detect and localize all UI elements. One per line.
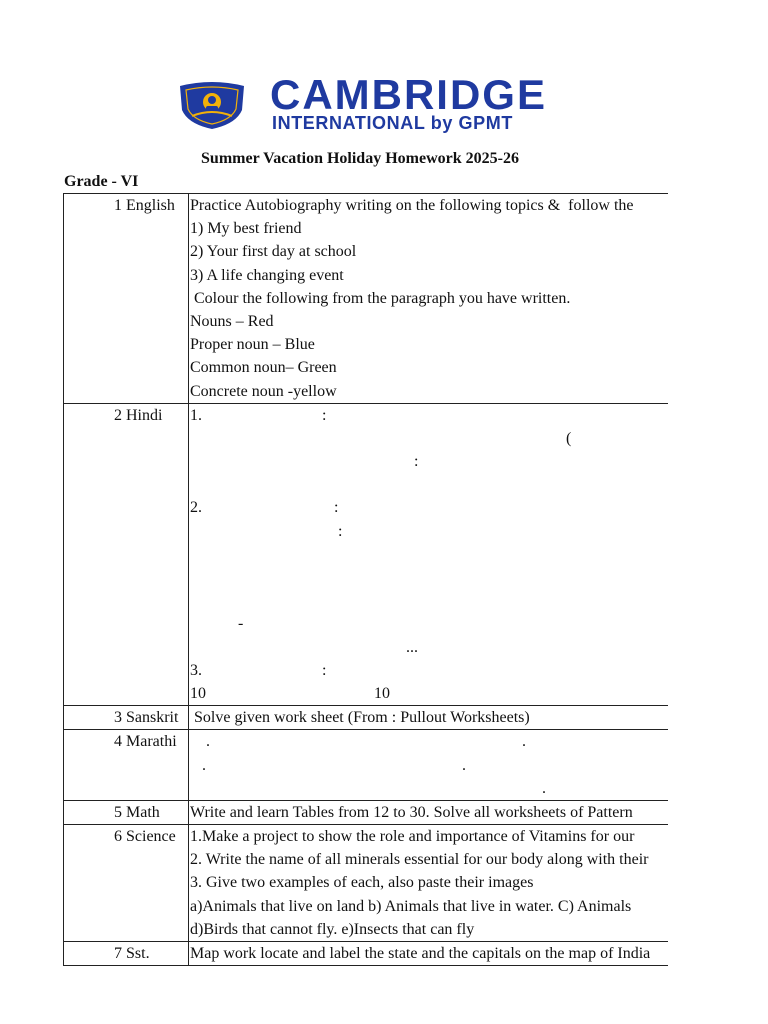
description-line: Practice Autobiography writing on the following topics & follow the	[190, 197, 634, 214]
homework-description	[189, 730, 669, 801]
subject-cell: Hindi	[124, 403, 189, 705]
homework-description	[189, 800, 669, 824]
subject-cell: English	[124, 194, 189, 404]
crest-icon	[176, 80, 248, 130]
homework-description	[189, 825, 669, 942]
homework-description	[189, 706, 669, 730]
table-row	[64, 730, 669, 801]
description-line: Colour the following from the paragraph you have written.	[190, 289, 571, 307]
table-row	[64, 825, 669, 942]
description-line: -	[190, 615, 244, 633]
row-number: 6	[64, 825, 125, 942]
description-line: ...	[190, 638, 418, 656]
row-number: 3	[64, 706, 125, 730]
description-line: 3. Give two examples of each, also paste their images	[190, 874, 534, 892]
homework-description	[189, 403, 669, 705]
row-number: 4	[64, 730, 125, 801]
description-line: 2. Write the name of all minerals essential for our body along with their	[190, 851, 649, 869]
logo-subtitle: INTERNATIONAL by GPMT	[272, 113, 513, 133]
description-line: 2) Your first day at school	[190, 243, 357, 261]
description-line: Write and learn Tables from 12 to 30. Solve all worksheets of Pattern	[190, 803, 633, 821]
description-line: Map work locate and label the state and the capitals on the map of India	[190, 945, 651, 963]
subject-cell: Science	[124, 825, 189, 942]
table-row	[64, 403, 669, 705]
description-line: a)Animals that live on land b) Animals that live in water. C) Animals	[190, 897, 632, 915]
row-number: 5	[64, 800, 125, 824]
description-line	[190, 589, 668, 612]
description-line: (	[190, 429, 572, 447]
grade-label: Grade - VI	[64, 173, 139, 190]
description-line: .	[190, 779, 546, 797]
table-row	[64, 942, 669, 966]
row-number: 2	[64, 403, 125, 705]
description-line: 1) My best friend	[190, 220, 302, 238]
description-line: d)Birds that cannot fly. e)Insects that can fly	[190, 920, 475, 938]
row-number: 1	[64, 194, 125, 404]
description-line	[190, 543, 668, 566]
description-line	[190, 473, 668, 496]
page-title: Summer Vacation Holiday Homework 2025-26	[201, 150, 519, 167]
description-line: Solve given work sheet (From : Pullout Worksheets)	[190, 709, 530, 727]
description-line: 3) A life changing event	[190, 266, 344, 284]
description-line: 10 10	[190, 684, 390, 702]
subject-cell: Sanskrit	[124, 706, 189, 730]
description-line: 3. :	[190, 661, 327, 679]
description-line: Common noun– Green	[190, 359, 337, 377]
homework-description	[189, 942, 669, 966]
subject-cell: Marathi	[124, 730, 189, 801]
description-line	[190, 566, 668, 589]
description-line: . .	[190, 733, 526, 751]
description-line: Nouns – Red	[190, 312, 274, 330]
school-logo	[176, 71, 666, 138]
description-line: Concrete noun -yellow	[190, 382, 337, 400]
homework-table	[63, 193, 668, 966]
logo-wordmark: CAMBRIDGE	[270, 71, 547, 118]
description-line: :	[190, 522, 343, 540]
table-row	[64, 706, 669, 730]
description-line: 2. :	[190, 499, 339, 517]
description-line: Proper noun – Blue	[190, 336, 315, 354]
homework-description	[189, 194, 669, 404]
table-row	[64, 800, 669, 824]
row-number: 7	[64, 942, 125, 966]
table-row	[64, 194, 669, 404]
homework-table-container	[63, 193, 668, 963]
description-line: . .	[190, 756, 466, 774]
subject-cell: Sst.	[124, 942, 189, 966]
description-line: 1.Make a project to show the role and importance of Vitamins for our	[190, 828, 635, 846]
subject-cell: Math	[124, 800, 189, 824]
description-line: 1. :	[190, 406, 327, 424]
description-line: :	[190, 453, 419, 471]
